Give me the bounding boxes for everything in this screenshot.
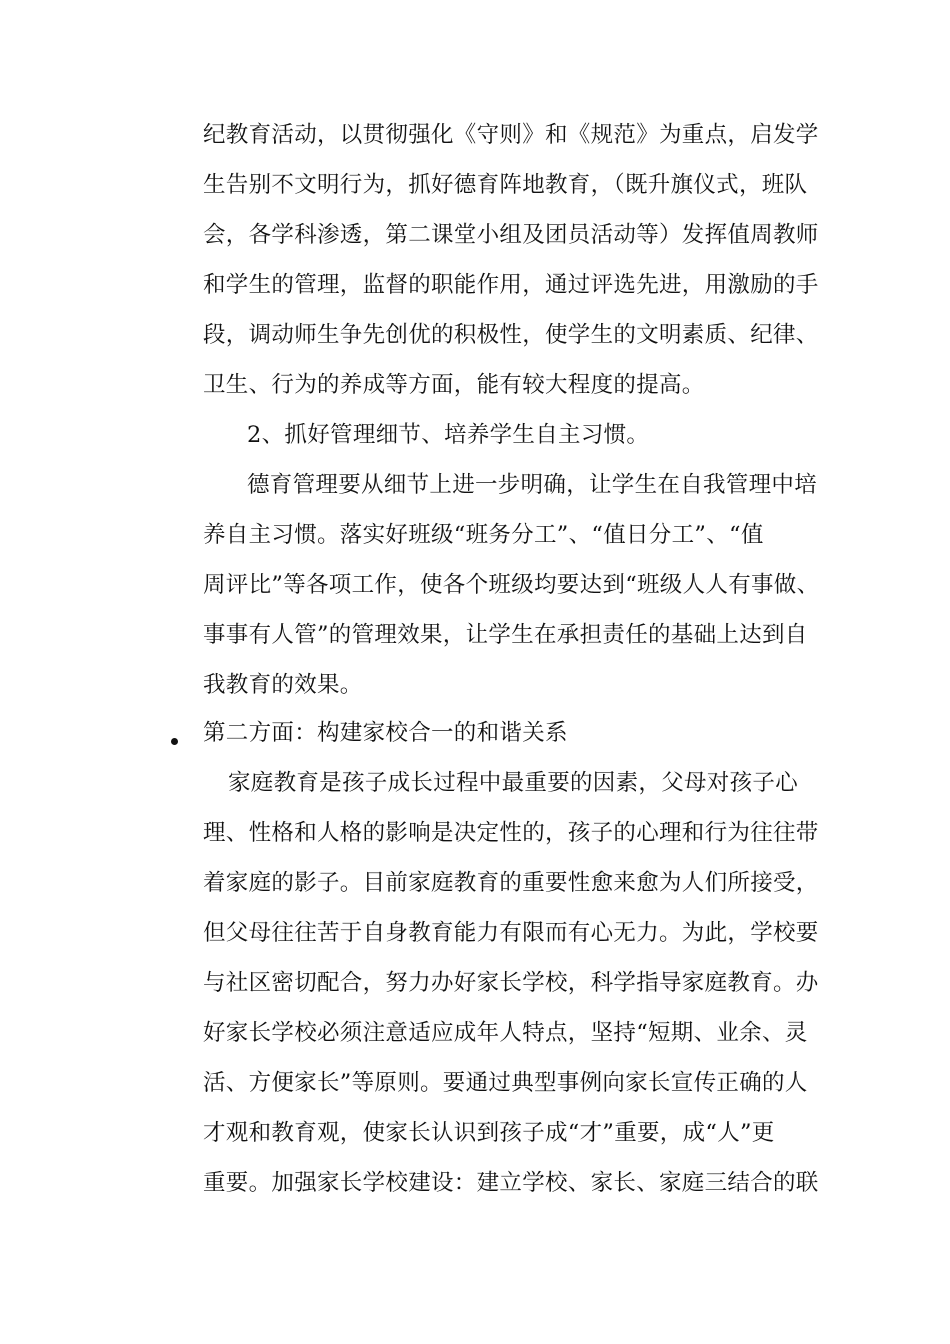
paragraph-line: 段，调动师生争先创优的积极性，使学生的文明素质、纪律、: [203, 322, 819, 348]
paragraph-line: 卫生、行为的养成等方面，能有较大程度的提高。: [203, 372, 705, 398]
paragraph-line: 我教育的效果。: [203, 672, 363, 698]
paragraph-line: 与社区密切配合，努力办好家长学校，科学指导家庭教育。办: [203, 970, 819, 996]
paragraph-line: 家庭教育是孩子成长过程中最重要的因素，父母对孩子心: [228, 770, 799, 796]
paragraph-line: 着家庭的影子。目前家庭教育的重要性愈来愈为人们所接受，: [203, 870, 819, 896]
paragraph-line: 重要。加强家长学校建设：建立学校、家长、家庭三结合的联: [203, 1170, 819, 1196]
section-heading: 第二方面：构建家校合一的和谐关系: [203, 720, 568, 746]
paragraph-line: 纪教育活动，以贯彻强化《守则》和《规范》为重点，启发学: [203, 122, 819, 148]
paragraph-line: 活、方便家长”等原则。要通过典型事例向家长宣传正确的人: [203, 1070, 808, 1096]
paragraph-line: 德育管理要从细节上进一步明确，让学生在自我管理中培: [247, 472, 818, 498]
paragraph-line: 会，各学科渗透，第二课堂小组及团员活动等）发挥值周教师: [203, 222, 819, 248]
paragraph-line: 才观和教育观，使家长认识到孩子成“才”重要，成“人”更: [203, 1120, 775, 1146]
paragraph-line: 养自主习惯。落实好班级“班务分工”、“值日分工”、“值: [203, 522, 764, 548]
paragraph-line: 事事有人管”的管理效果，让学生在承担责任的基础上达到自: [203, 622, 808, 648]
paragraph-line: 好家长学校必须注意适应成年人特点，坚持“短期、业余、灵: [203, 1020, 808, 1046]
bullet-icon: [171, 738, 178, 745]
paragraph-line: 和学生的管理，监督的职能作用，通过评选先进，用激励的手: [203, 272, 819, 298]
paragraph-line: 理、性格和人格的影响是决定性的，孩子的心理和行为往往带: [203, 820, 819, 846]
paragraph-line: 周评比”等各项工作，使各个班级均要达到“班级人人有事做、: [203, 572, 820, 598]
item-heading: 2、抓好管理细节、培养学生自主习惯。: [247, 422, 650, 448]
paragraph-line: 但父母往往苦于自身教育能力有限而有心无力。为此，学校要: [203, 920, 819, 946]
paragraph-line: 生告别不文明行为，抓好德育阵地教育，（既升旗仪式，班队: [203, 172, 808, 198]
